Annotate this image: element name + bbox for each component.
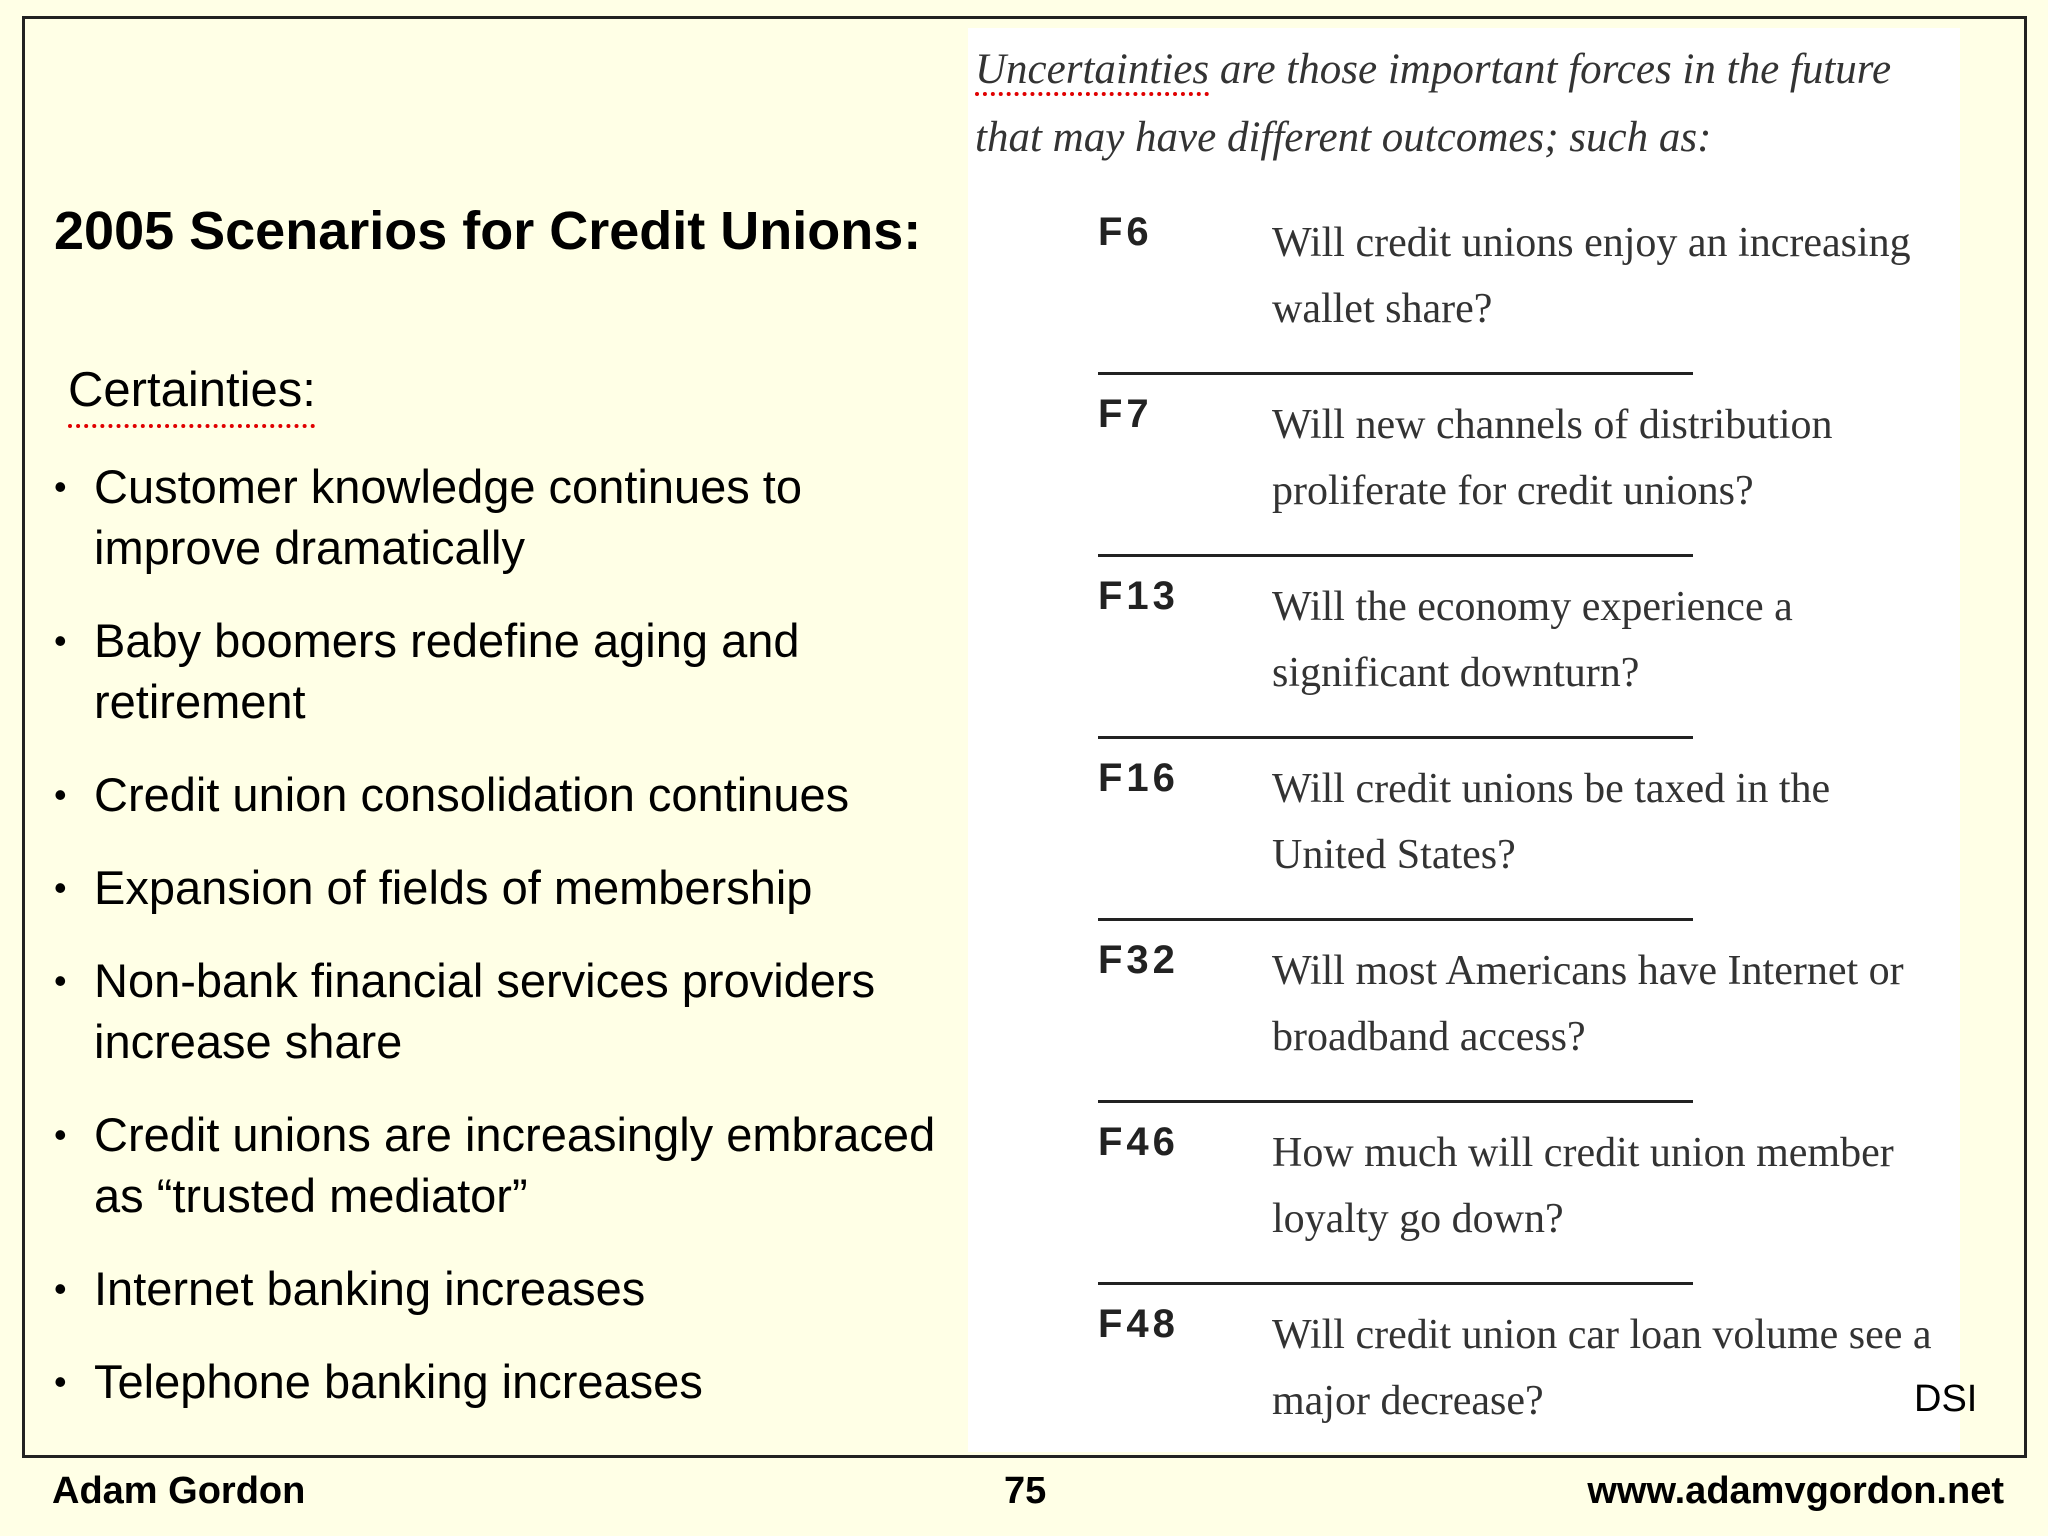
certainty-item [54, 1104, 954, 1226]
certainty-text: Telephone banking increases [94, 1355, 703, 1408]
question-item [1098, 938, 1948, 1120]
certainty-text: Customer knowledge continues to improve dramatically [94, 460, 803, 574]
question-code: F16 [1098, 756, 1179, 800]
question-text: Will most Americans have Internet or broadband access? [1272, 948, 1904, 1060]
question-text: Will the economy experience a significant downturn? [1272, 584, 1793, 696]
uncertainties-word: Uncertainties [975, 46, 1210, 93]
question-divider [1098, 372, 1693, 375]
slide-title: 2005 Scenarios for Credit Unions: [54, 201, 922, 261]
bullet-icon: • [54, 1114, 67, 1155]
footer-url[interactable]: www.adamvgordon.net [1587, 1470, 2004, 1512]
question-divider [1098, 554, 1693, 557]
bullet-icon: • [54, 960, 67, 1001]
question-code: F32 [1098, 938, 1179, 982]
question-text: Will new channels of distribution proliferate for credit unions? [1272, 402, 1833, 514]
question-item [1098, 210, 1948, 392]
certainty-item [54, 857, 954, 918]
certainty-item [54, 610, 954, 732]
bullet-icon: • [54, 1268, 67, 1309]
question-code: F6 [1098, 210, 1153, 254]
footer-page-number: 75 [1004, 1470, 1047, 1512]
question-text: Will credit unions enjoy an increasing wallet share? [1272, 220, 1911, 332]
question-text: How much will credit union member loyalty go down? [1272, 1130, 1894, 1242]
question-code: F46 [1098, 1120, 1179, 1164]
certainty-text: Credit union consolidation continues [94, 768, 850, 821]
certainty-text: Baby boomers redefine aging and retirement [94, 614, 800, 728]
certainty-item [54, 764, 954, 825]
question-code: F7 [1098, 392, 1153, 436]
bullet-icon: • [54, 466, 67, 507]
question-divider [1098, 1282, 1693, 1285]
certainty-text: Expansion of fields of membership [94, 861, 813, 914]
question-text: Will credit unions be taxed in the United States? [1272, 766, 1831, 878]
question-item [1098, 392, 1948, 574]
bullet-icon: • [54, 1361, 67, 1402]
question-code: F48 [1098, 1302, 1179, 1346]
question-divider [1098, 736, 1693, 739]
footer-author: Adam Gordon [52, 1470, 306, 1512]
certainties-list [54, 456, 954, 1444]
certainty-item [54, 456, 954, 578]
question-item [1098, 756, 1948, 938]
question-item [1098, 1302, 1948, 1484]
bullet-icon: • [54, 620, 67, 661]
question-item [1098, 1120, 1948, 1302]
certainty-text: Internet banking increases [94, 1262, 646, 1315]
bullet-icon: • [54, 774, 67, 815]
question-divider [1098, 918, 1693, 921]
certainty-item [54, 1258, 954, 1319]
certainty-item [54, 1351, 954, 1412]
certainties-heading: Certainties: [68, 363, 316, 417]
question-divider [1098, 1100, 1693, 1103]
certainty-item [54, 950, 954, 1072]
certainty-text: Non-bank financial services providers increase share [94, 954, 876, 1068]
question-item [1098, 574, 1948, 756]
certainty-text: Credit unions are increasingly embraced as “trusted mediator” [94, 1108, 936, 1222]
uncertainties-intro [975, 36, 1965, 172]
question-text: Will credit union car loan volume see a major decrease? [1272, 1312, 1932, 1424]
bullet-icon: • [54, 867, 67, 908]
question-code: F13 [1098, 574, 1179, 618]
dsi-label: DSI [1914, 1378, 1978, 1420]
slide-footer [0, 1460, 2048, 1536]
uncertainties-intro-text: are those important forces in the future that may have different outcomes; such as: [975, 46, 1892, 161]
